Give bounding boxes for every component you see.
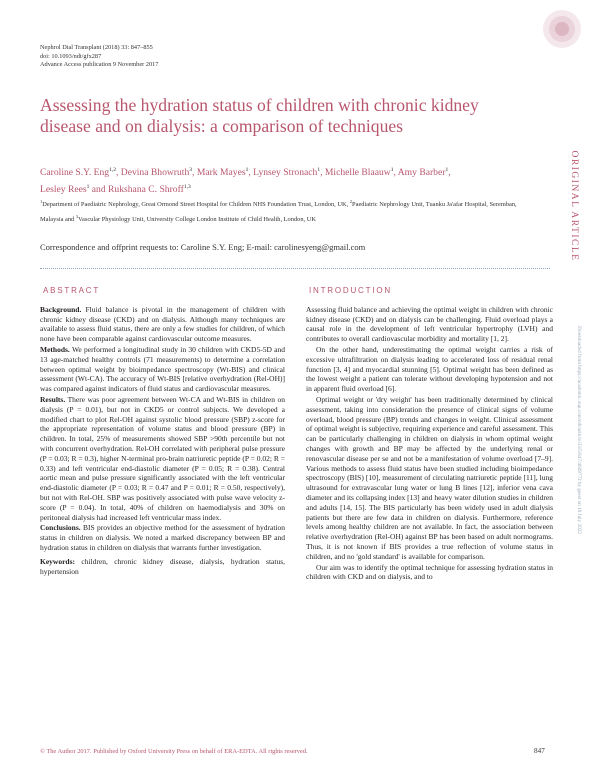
abstract-heading: ABSTRACT <box>43 286 101 295</box>
author-name[interactable]: Mark Mayes <box>196 167 246 179</box>
article-title: Assessing the hydration status of children with chronic kidney disease and on dialysis: a comparison of techniques <box>40 95 479 136</box>
methods-text: We performed a longitudinal study in 30 children with CKD5-5D and 13 age-matched healthy controls (71 measurements) to determine a correlation between optimal weight by bioimpedance spectroscopy (Wt-BIS) and clinical assessment (Wt-CA). The accuracy of Wt-BIS [relative overhydration (Rel-OH)] was compared against indicators of fluid status and cardiovascular measures. <box>40 344 285 394</box>
intro-paragraph-2: On the other hand, underestimating the optimal weight carries a risk of excessive ultrafiltration on dialysis leading to accelerated loss of residual renal function [3, 4] and myocardial stunning [5]. Optimal weight has been defined as the lowest weight a patient can tolerate without developing hypotension and not in apparent fluid overload [6]. <box>306 344 553 394</box>
section-label-vertical <box>567 132 581 280</box>
affiliation-3-marker: 3 <box>75 213 79 219</box>
author-separator: , <box>192 167 197 179</box>
abstract-keywords <box>40 557 285 577</box>
background-label: Background. <box>40 304 82 314</box>
author-separator: and <box>89 184 109 196</box>
introduction-column <box>306 286 553 583</box>
conclusions-text: BIS provides an objective method for the assessment of hydration status in children on dialysis. We noted a marked discrepancy between BP and hydration status in children on dialysis that warrants further investigation. <box>40 523 285 552</box>
author-affiliation-marker: 1 <box>86 184 90 191</box>
author-affiliation-marker: 1,2 <box>109 167 116 173</box>
correspondence: Correspondence and offprint requests to: Caroline S.Y. Eng; E-mail: carolinesyeng@gmail.com <box>40 242 366 252</box>
copyright-footer: © The Author 2017. Published by Oxford University Press on behalf of ERA-EDTA. All rights reserved. <box>40 748 308 755</box>
affiliation-3: Vascular Physiology Unit, University College London Institute of Child Health, London, UK <box>78 215 316 223</box>
abstract-conclusions <box>40 523 285 552</box>
affiliations <box>40 196 540 225</box>
author-name[interactable]: Devina Bhowruth <box>120 167 190 179</box>
author-affiliation-marker: 1 <box>317 167 321 173</box>
methods-label: Methods. <box>40 344 70 354</box>
page-number: 847 <box>534 747 545 755</box>
abstract-results <box>40 395 285 522</box>
keywords-label: Keywords: <box>40 556 75 566</box>
affiliation-2-marker: 2 <box>349 199 353 204</box>
author-name[interactable]: Michelle Blaauw <box>324 167 391 179</box>
author-affiliation-marker: 3 <box>189 167 193 173</box>
author-affiliation-marker: 1 <box>445 167 449 173</box>
author-name[interactable]: Lesley Rees <box>40 184 87 196</box>
abstract-methods <box>40 345 285 394</box>
author-separator: , <box>320 167 325 179</box>
conclusions-label: Conclusions. <box>40 523 81 533</box>
citation: Nephrol Dial Transplant (2018) 33: 847–855 <box>40 44 153 51</box>
author-name[interactable]: Caroline S.Y. Eng <box>40 167 110 179</box>
original-article-label: ORIGINAL ARTICLE <box>569 150 579 262</box>
author-name[interactable]: Amy Barber <box>397 167 446 179</box>
results-text: There was poor agreement between Wt-CA and Wt-BIS in children on dialysis (P = 0.01), but not in CKD5 or control subjects. We developed a modified chart to plot Rel-OH against systolic blood pressure (SBP) z-score for the appropriate representation of volume status and blood pressure (BP) in children. In total, 25% of measurements showed SBP >90th percentile but not with concurrent overhydration. Rel-OH correlated with peripheral pulse pressure (P = 0.03; R = 0.3), higher N-terminal pro-brain natriuretic peptide (P = 0.02; R = 0.33) and left ventricular end-diastolic diameter (P = 0.05; R = 0.38). Central aortic mean and pulse pressure significantly associated with the left ventricular end-diastolic diameter (P = 0.03; R = 0.47 and P = 0.01; R = 0.50, respectively), but not with Rel-OH. SBP was positively associated with pulse wave velocity z-score (P = 0.04). In total, 40% of children on haemodialysis and 30% on peritoneal dialysis had increased left ventricular mass index. <box>40 394 285 522</box>
intro-paragraph-3: Optimal weight or 'dry weight' has been traditionally determined by clinical assessment, taking into consideration the presence of clinical signs of volume overload, blood pressure (BP) trends and changes in weight. Clinical assessment of optimal weight is subjective, requiring experience and careful assessment. This can be particularly challenging in children on dialysis in whom optimal weight changes with growth and BP may be affected by the underlying renal or renovascular disease per se and not be a manifestation of volume overload [7–9]. Various methods to assess fluid status have been studied including bioimpedance spectroscopy (BIS) [10], measurement of circulating natriuretic peptide [11], lung ultrasound for extravascular lung water or lung B lines [12], inferior vena cava diameter and its collapsing index [13] and heavy water dilution studies in children and adults [14, 15]. The BIS particularly has been widely used in adult dialysis patients but there are few data in children on dialysis. Furthermore, reference levels among healthy children are not available. In fact, the association between relative overhydration (Rel-OH) against BP has been based on adult normograms. Thus, it is not known if BIS provides a true reflection of volume status in children, and no 'gold standard' is available for comparison. <box>306 394 553 561</box>
download-note[interactable]: Downloaded from https://academic.oup.com/ndt/article/33/5/847/4609772 by guest on 18 July 2022 <box>576 326 582 534</box>
introduction-heading: INTRODUCTION <box>309 286 392 295</box>
abstract-column <box>40 286 285 577</box>
author-name[interactable]: Lynsey Stronach <box>253 167 318 179</box>
results-label: Results. <box>40 394 66 404</box>
author-affiliation-marker: 1 <box>390 167 394 173</box>
intro-paragraph-4: Our aim was to identify the optimal technique for assessing hydration status in children with CKD and on dialysis, and to <box>306 562 553 582</box>
author-affiliation-marker: 1,3 <box>183 184 191 191</box>
author-affiliation-marker: 1 <box>245 167 249 173</box>
advance-access: Advance Access publication 9 November 2017 <box>40 61 159 69</box>
author-separator: , <box>448 167 451 179</box>
background-text: Fluid balance is pivotal in the management of children with chronic kidney disease (CKD) and on dialysis. Although many techniques are available to assess fluid status, there are only a few studies for children, of which none have been comparable against cardiovascular outcome measures. <box>40 304 286 344</box>
author-list <box>40 163 540 197</box>
author-separator: , <box>115 167 121 179</box>
section-divider <box>40 268 550 269</box>
download-strip <box>574 285 584 575</box>
affiliation-1-marker: 1 <box>40 199 43 204</box>
affiliation-1: Department of Paediatric Nephrology, Great Ormond Street Hospital for Children NHS Foundation Trust, London, UK, <box>42 201 350 209</box>
doi[interactable]: doi: 10.1093/ndt/gfx287 <box>40 52 102 60</box>
intro-paragraph-1: Assessing fluid balance and achieving the optimal weight in children with chronic kidney disease (CKD) and on dialysis can be challenging. Fluid overload plays a causal role in the development of left ventricular hypertrophy (LVH) and contributes to overall cardiovascular morbidity and mortality [1, 2]. <box>306 304 553 344</box>
keywords-text: children, chronic kidney disease, dialysis, hydration status, hypertension <box>40 556 285 576</box>
author-separator: , <box>393 167 398 179</box>
journal-logo-icon <box>539 6 585 52</box>
abstract-background <box>40 305 285 344</box>
author-name[interactable]: Rukshana C. Shroff <box>108 184 184 196</box>
author-separator: , <box>248 167 254 179</box>
affiliation-2: Paediatric Nephrology Unit, Tuanku Ja'afar Hospital, Seremban, Malaysia and <box>40 201 517 223</box>
journal-meta <box>40 44 158 70</box>
